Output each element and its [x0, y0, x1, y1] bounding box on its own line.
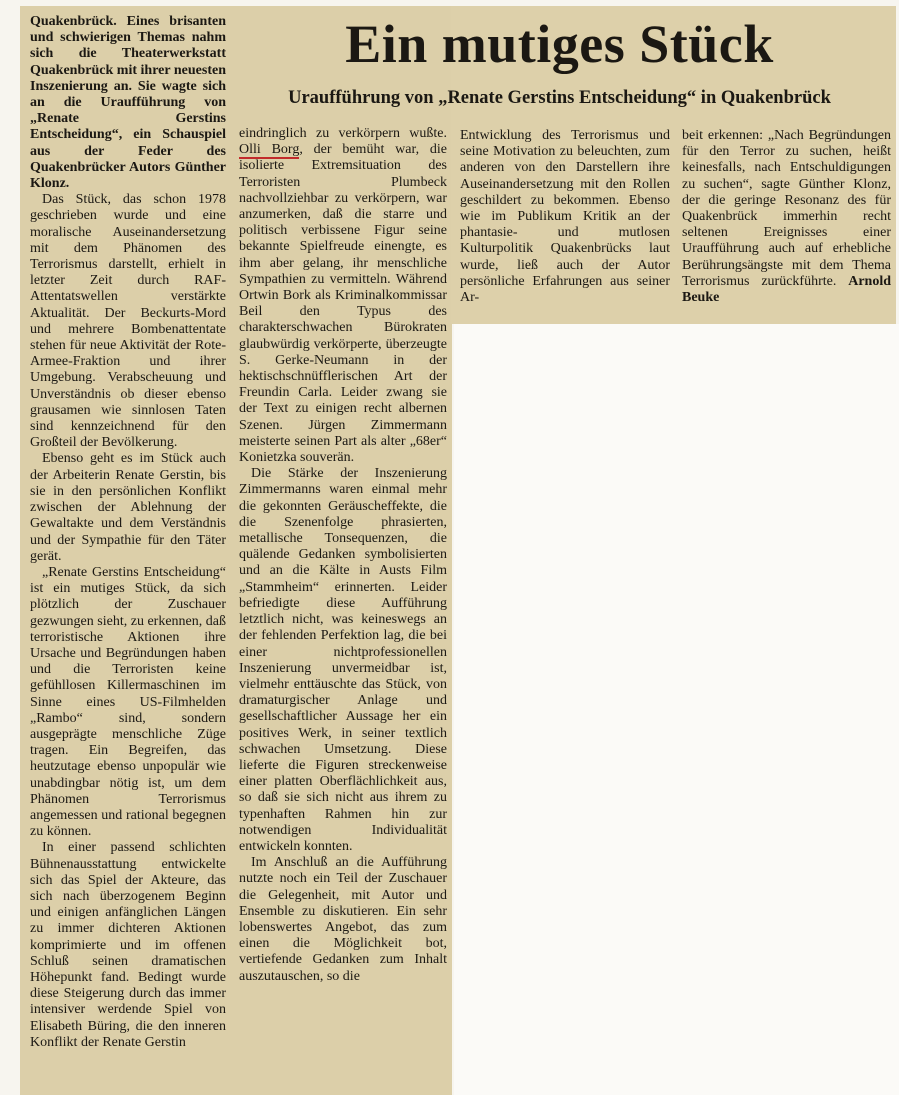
- text-fragment: beit erkennen: „Nach Begründungen für den Terror zu suchen, heißt keinesfalls, nach Entschuldigungen zu suchen“, sagte Günther Klonz, der die geringe Resonanz des für Quakenbrück immerhin recht seltenen Ereignisses einer Uraufführung auch auf erhebliche Berührungsängste mit dem Thema Terrorismus zurückführte.: [682, 128, 891, 289]
- column-2: [239, 126, 447, 985]
- paragraph: [239, 126, 447, 466]
- column-1: [30, 14, 226, 1051]
- paragraph: Ebenso geht es im Stück auch der Arbeiterin Renate Gerstin, bis sie in den persönlichen Konflikt zwischen der Ablehnung der Gewaltakte und dem Verständnis und der Sympathie für den Täter gerät.: [30, 451, 226, 564]
- column-4: [682, 128, 891, 306]
- paragraph: Entwicklung des Terrorismus und seine Motivation zu beleuchten, zum anderen von den Darstellern ihre Auseinandersetzung mit den Rollen geschildert zu bekommen. Ebenso wie im Publikum Kritik an der phantasie- und mutlosen Kulturpolitik Quakenbrücks laut wurde, ließ auch der Autor persönliche Erfahrungen aus seiner Ar-: [460, 128, 670, 306]
- author-byline: Arnold Beuke: [682, 273, 891, 306]
- paragraph: „Renate Gerstins Entscheidung“ ist ein mutiges Stück, da sich plötzlich der Zuschauer gezwungen sieht, zu erkennen, daß terroristische Aktionen ihre Ursache und Begründungen haben und die Terroristen keine gefühllosen Killermaschinen im Sinne eines US-Filmhelden „Rambo“ sind, sondern ausgeprägte menschliche Züge tragen. Ein Begreifen, das heutzutage ebenso unpopulär wie unabdingbar nötig ist, um dem Phänomen Terrorismus angemessen und rational begegnen zu können.: [30, 564, 226, 840]
- lead-paragraph: Quakenbrück. Eines brisanten und schwierigen Themas nahm sich die Theaterwerkstatt Quakenbrück mit ihrer neuesten Inszenierung an. Sie wagte sich an die Uraufführung von „Renate Gerstins Entscheidung“, ein Schauspiel aus der Feder des Quakenbrücker Autors Günther Klonz.: [30, 14, 226, 192]
- text-fragment: eindringlich zu verkörpern wußte.: [239, 126, 447, 141]
- paragraph: Die Stärke der Inszenierung Zimmermanns waren einmal mehr die gekonnten Geräuscheffekte, die die Szenenfolge phrasierten, metallische Tonsequenzen, die quälende Gedanken symbolisierten und an die Kälte in Austs Film „Stammheim“ erinnerten. Leider befriedigte diese Aufführung letztlich nicht, was keineswegs an der fehlenden Perfektion lag, die bei einer nichtprofessionellen Inszenierung unvermeidbar ist, vielmehr enttäuschte das Stück, von dramaturgischer Anlage und gesellschaftlicher Aussage her ein positives Werk, in seiner textlich schwachen Umsetzung. Diese lieferte die Figuren streckenweise einer platten Oberflächlichkeit aus, so daß sie sich nicht aus ihrem zu typenhaften Rahmen hin zur notwendigen Individualität entwickeln konnten.: [239, 466, 447, 854]
- column-3: [460, 128, 670, 306]
- underlined-name: Olli Borg: [239, 142, 300, 158]
- article-subheadline: Uraufführung von „Renate Gerstins Entscheidung“ in Quakenbrück: [288, 88, 831, 108]
- text-fragment: , der bemüht war, die isolierte Extremsituation des Terroristen Plumbeck nachvollziehbar zu verkörpern, war anzumerken, daß die starre und politisch verbissene Figur seine bekannte Spielfreude einengte, es ihm aber gelang, ihr menschliche Sympathien zu vermitteln. Während Ortwin Bork als Kriminalkommissar Beil den Typus des charakterschwachen Bürokraten glaubwürdig verkörperte, überzeugte S. Gerke-Neumann in der hektischschnüfflerischen Art der Freundin Carla. Leider zwang sie der Text zu einigen recht albernen Szenen. Jürgen Zimmermann meisterte seinen Part als alter „68er“ Konietzka souverän.: [239, 142, 447, 466]
- paragraph: [682, 128, 891, 306]
- blank-area: [454, 324, 899, 1095]
- paragraph: Im Anschluß an die Aufführung nutzte noch ein Teil der Zuschauer die Gelegenheit, mit Autor und Ensemble zu diskutieren. Ein sehr lobenswertes Angebot, das zum einen die Möglichkeit bot, vertiefende Gedanken zum Inhalt auszutauschen, so die: [239, 855, 447, 984]
- article-headline: Ein mutiges Stück: [345, 14, 774, 74]
- paragraph: Das Stück, das schon 1978 geschrieben wurde und eine moralische Auseinandersetzung mit dem Phänomen des Terrorismus darstellt, erhielt in letzter Zeit durch RAF-Attentatswellen verstärkte Aktualität. Der Beckurts-Mord und mehrere Bombenattentate stehen für neue Aktivität der Rote-Armee-Fraktion und ihrer Umgebung. Verabscheuung und Unverständnis ob dieser ebenso grausamen wie sinnlosen Taten sind kennzeichnend für den Großteil der Bevölkerung.: [30, 192, 226, 451]
- paragraph: In einer passend schlichten Bühnenausstattung entwickelte sich das Spiel der Akteure, das sich nach überzogenem Beginn und einigen anfänglichen Längen zu immer dichteren Aktionen komprimierte und im offenen Schluß seinen dramatischen Höhepunkt fand. Bedingt wurde diese Steigerung durch das immer intensiver werdende Spiel von Elisabeth Büring, die den inneren Konflikt der Renate Gerstin: [30, 840, 226, 1050]
